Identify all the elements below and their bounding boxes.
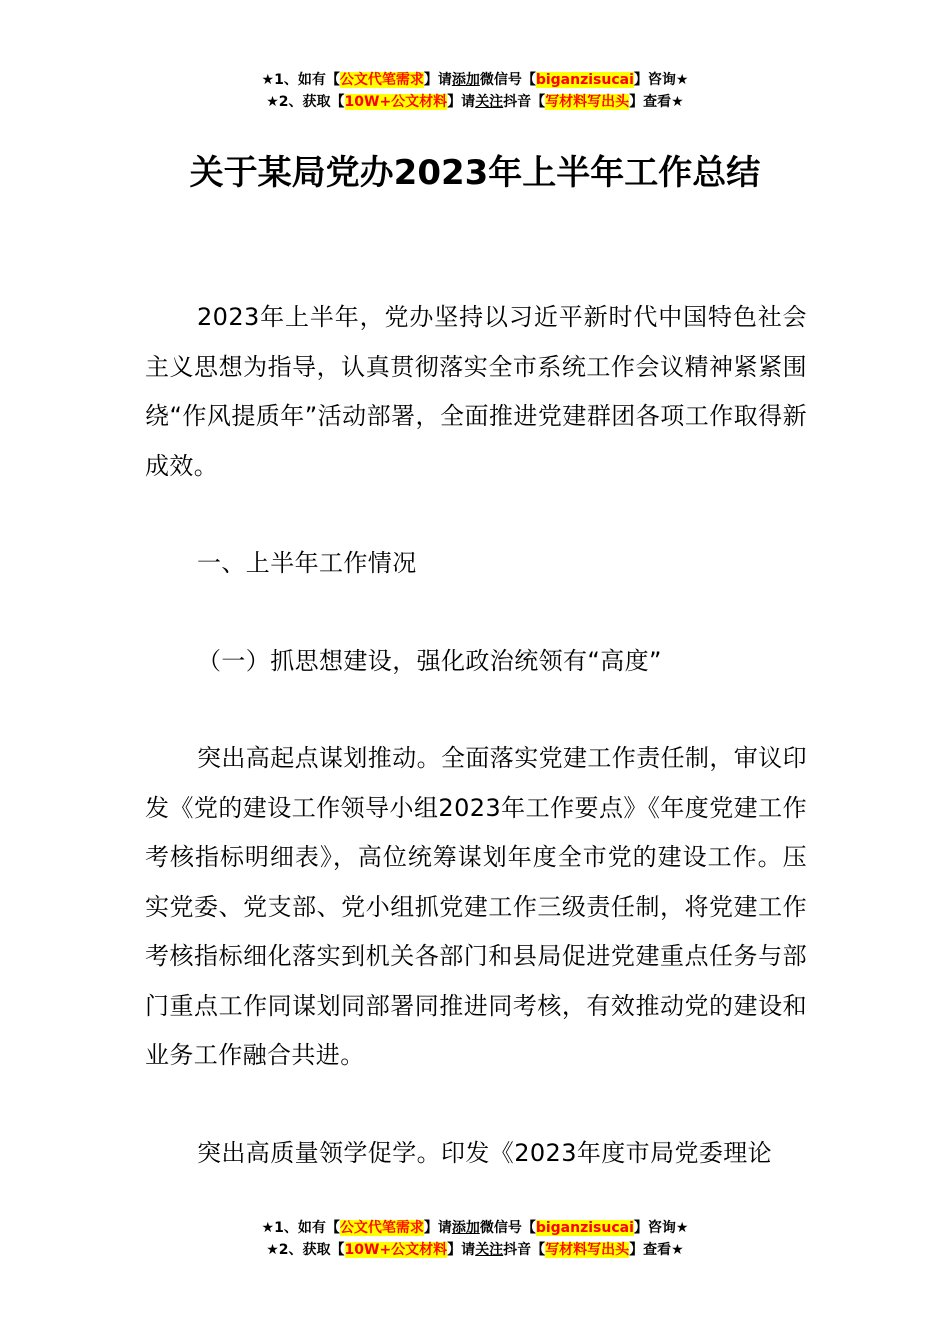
- body-paragraph: 突出高起点谋划推动。全面落实党建工作责任制，审议印发《党的建设工作领导小组2023年工作要点》《年度党建工作考核指标明细表》，高位统筹谋划年度全市党的建设工作。压实党委、党支部、党小组抓党建工作三级责任制，将党建工作考核指标细化落实到机关各部门和县局促进党建重点任务与部门重点工作同谋划同部署同推进同考核，有效推动党的建设和业务工作融合共进。: [145, 744, 807, 1069]
- section-heading: 一、上半年工作情况: [197, 549, 417, 577]
- promo-highlight-douyin-id: 写材料写出头: [545, 1242, 630, 1258]
- promo-line-1-prefix: ★1、如有【: [261, 1220, 340, 1236]
- promo-highlight-douyin-id: 写材料写出头: [545, 94, 630, 110]
- promo-line-2-mid2: 抖音【: [503, 1242, 546, 1258]
- document-body: [145, 293, 807, 1178]
- promo-line-2: [0, 91, 950, 113]
- promo-line-2-prefix: ★2、获取【: [266, 94, 345, 110]
- promo-underline-add: 添加: [451, 72, 480, 88]
- promo-line-1-mid: 】请: [423, 72, 452, 88]
- promo-line-1: [0, 69, 950, 91]
- promo-line-2-suffix: 】查看★: [629, 1242, 684, 1258]
- intro-paragraph: 2023年上半年，党办坚持以习近平新时代中国特色社会主义思想为指导，认真贯彻落实全市系统工作会议精神紧紧围绕“作风提质年”活动部署，全面推进党建群团各项工作取得新成效。: [145, 303, 807, 480]
- promo-line-1-mid2: 微信号【: [479, 72, 536, 88]
- document-title: 关于某局党办2023年上半年工作总结: [189, 153, 761, 193]
- promo-highlight-materials: 10W+公文材料: [344, 94, 448, 110]
- body-paragraph-continued: 突出高质量领学促学。印发《2023年度市局党委理论: [197, 1138, 773, 1167]
- top-promo-banner: [0, 69, 950, 113]
- promo-line-1-suffix: 】咨询★: [633, 1220, 689, 1236]
- promo-highlight-materials: 10W+公文材料: [344, 1242, 448, 1258]
- promo-line-2-mid2: 抖音【: [503, 94, 546, 110]
- bottom-promo-banner: [0, 1217, 950, 1261]
- promo-line-2-prefix: ★2、获取【: [266, 1242, 345, 1258]
- promo-line-2-suffix: 】查看★: [629, 94, 684, 110]
- promo-line-1-mid: 】请: [423, 1220, 452, 1236]
- promo-line-1-suffix: 】咨询★: [633, 72, 689, 88]
- promo-line-1-mid2: 微信号【: [479, 1220, 536, 1236]
- subsection-heading: （一）抓思想建设，强化政治统领有“高度”: [197, 646, 662, 675]
- promo-line-1: [0, 1217, 950, 1239]
- promo-highlight-writing-service: 公文代笔需求: [339, 72, 424, 88]
- promo-underline-add: 添加: [451, 1220, 480, 1236]
- promo-line-2: [0, 1239, 950, 1261]
- promo-line-2-mid: 】请: [447, 1242, 476, 1258]
- promo-underline-follow: 关注: [475, 94, 504, 110]
- promo-underline-follow: 关注: [475, 1242, 504, 1258]
- promo-line-2-mid: 】请: [447, 94, 476, 110]
- promo-highlight-wechat-id: biganzisucai: [535, 1220, 634, 1236]
- promo-highlight-wechat-id: biganzisucai: [535, 72, 634, 88]
- promo-highlight-writing-service: 公文代笔需求: [339, 1220, 424, 1236]
- promo-line-1-prefix: ★1、如有【: [261, 72, 340, 88]
